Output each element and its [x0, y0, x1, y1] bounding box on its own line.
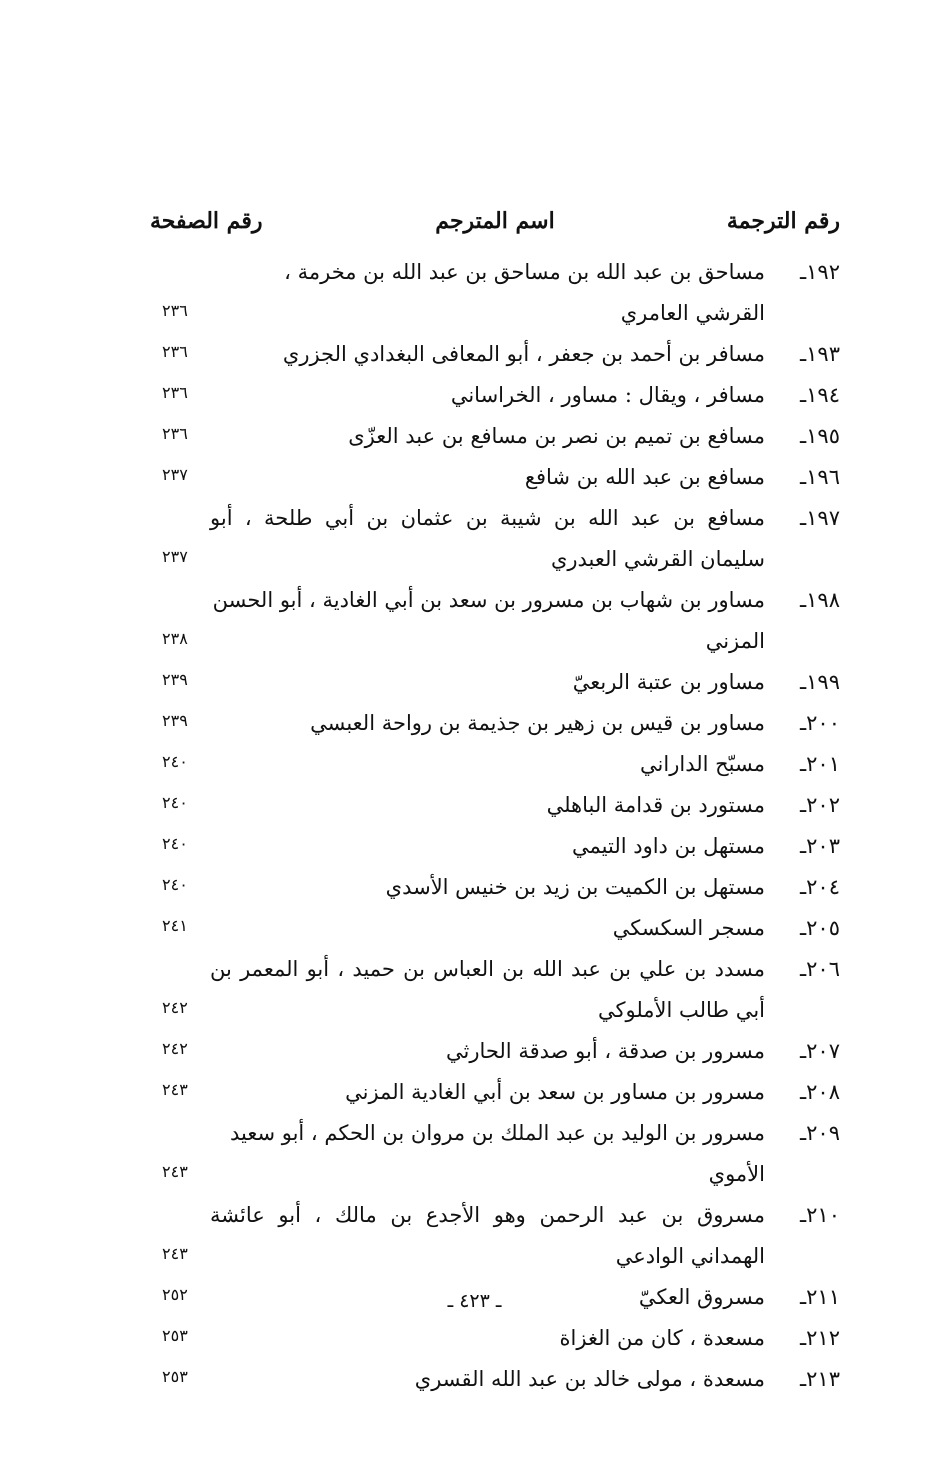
entry-number: ٢٠٨ـ — [800, 1080, 840, 1104]
entry-name: مسرور بن الوليد بن عبد الملك بن مروان بن الحكم ، أبو سعيد الأموي — [229, 1121, 765, 1186]
entry-page: ٢٣٦ — [162, 424, 188, 443]
index-entry — [150, 1072, 840, 1113]
entry-page: ٢٥٣ — [162, 1367, 188, 1386]
entry-name: مسافر بن أحمد بن جعفر ، أبو المعافى البغدادي الجزري — [282, 342, 765, 366]
entry-page: ٢٤٢ — [162, 1039, 188, 1058]
entry-number: ٢٠٥ـ — [800, 916, 840, 940]
entry-page: ٢٤٣ — [162, 1162, 188, 1181]
entry-number: ١٩٨ـ — [800, 588, 840, 612]
index-entry — [150, 826, 840, 867]
entry-number: ١٩٣ـ — [800, 342, 840, 366]
entry-name: مسعدة ، كان من الغزاة — [559, 1326, 765, 1350]
entry-number: ١٩٦ـ — [800, 465, 840, 489]
entry-name: مسعدة ، مولى خالد بن عبد الله القسري — [414, 1367, 765, 1391]
entry-page: ٢٣٦ — [162, 342, 188, 361]
index-entry — [150, 1031, 840, 1072]
entry-page: ٢٣٧ — [162, 465, 188, 484]
entry-page: ٢٤١ — [162, 916, 188, 935]
index-entry — [150, 1195, 840, 1277]
index-entry — [150, 457, 840, 498]
entry-page: ٢٣٦ — [162, 301, 188, 320]
entry-name: مسروق بن عبد الرحمن وهو الأجدع بن مالك ، أبو عائشة الهمداني الوادعي — [210, 1203, 765, 1268]
index-entry — [150, 375, 840, 416]
entry-number: ٢٠٦ـ — [800, 957, 840, 981]
entry-number: ٢٠٣ـ — [800, 834, 840, 858]
index-entry — [150, 1113, 840, 1195]
entry-name: مساور بن قيس بن زهير بن جذيمة بن رواحة العبسي — [310, 711, 765, 735]
entry-list — [150, 252, 840, 1400]
entry-name: مسافر ، ويقال : مساور ، الخراساني — [450, 383, 765, 407]
entry-page: ٢٤٠ — [162, 834, 188, 853]
entry-name: مسافع بن عبد الله بن شافع — [524, 465, 765, 489]
entry-page: ٢٤٠ — [162, 793, 188, 812]
entry-number: ٢١٠ـ — [800, 1203, 840, 1227]
index-entry — [150, 498, 840, 580]
entry-page: ٢٤٠ — [162, 875, 188, 894]
page-number: ـ ٤٢٣ ـ — [447, 1290, 502, 1312]
entry-name: مساور بن شهاب بن مسرور بن سعد بن أبي الغادية ، أبو الحسن المزني — [212, 588, 765, 653]
entry-page: ٢٤٣ — [162, 1080, 188, 1099]
entry-name: مسبّح الداراني — [640, 752, 765, 776]
column-headers — [150, 208, 840, 248]
entry-number: ٢٠٢ـ — [800, 793, 840, 817]
entry-page: ٢٤٠ — [162, 752, 188, 771]
index-entry — [150, 908, 840, 949]
name-header: اسم المترجم — [435, 208, 555, 234]
index-entry — [150, 949, 840, 1031]
entry-name: مساحق بن عبد الله بن مساحق بن عبد الله بن مخرمة ، القرشي العامري — [284, 260, 765, 325]
index-entry — [150, 785, 840, 826]
entry-page: ٢٣٩ — [162, 670, 188, 689]
entry-name: مسافع بن عبد الله بن شيبة بن عثمان بن أبي طلحة ، أبو سليمان القرشي العبدري — [210, 506, 765, 571]
entry-number: ٢٠٧ـ — [800, 1039, 840, 1063]
entry-number: ٢٠٩ـ — [800, 1121, 840, 1145]
entry-page: ٢٤٢ — [162, 998, 188, 1017]
entry-name: مستورد بن قدامة الباهلي — [546, 793, 765, 817]
index-entry — [150, 744, 840, 785]
index-entry — [150, 662, 840, 703]
entry-page: ٢٤٣ — [162, 1244, 188, 1263]
entry-name: مسرور بن صدقة ، أبو صدقة الحارثي — [445, 1039, 765, 1063]
entry-name: مسدد بن علي بن عبد الله بن العباس بن حميد ، أبو المعمر بن أبي طالب الأملوكي — [210, 957, 765, 1022]
entry-number: ١٩٩ـ — [800, 670, 840, 694]
page-number-header: رقم الصفحة — [150, 208, 263, 234]
entry-number: ٢١١ـ — [800, 1285, 840, 1309]
entry-page: ٢٣٨ — [162, 629, 188, 648]
entry-number: ١٩٧ـ — [800, 506, 840, 530]
entry-name: مسافع بن تميم بن نصر بن مسافع بن عبد العزّى — [348, 424, 765, 448]
entry-number: ٢١٣ـ — [800, 1367, 840, 1391]
entry-name: مسروق العكيّ — [638, 1285, 765, 1309]
index-entry — [150, 416, 840, 457]
entry-name: مستهل بن الكميت بن زيد بن خنيس الأسدي — [385, 875, 765, 899]
entry-page: ٢٥٢ — [162, 1285, 188, 1304]
index-entry — [150, 334, 840, 375]
entry-number-header: رقم الترجمة — [726, 208, 840, 234]
entry-page: ٢٣٩ — [162, 711, 188, 730]
entry-number: ١٩٤ـ — [800, 383, 840, 407]
index-entry — [150, 1359, 840, 1400]
entry-number: ٢٠٠ـ — [800, 711, 840, 735]
entry-name: مساور بن عتبة الربعيّ — [572, 670, 765, 694]
entry-number: ٢٠٤ـ — [800, 875, 840, 899]
index-entry — [150, 252, 840, 334]
entry-name: مستهل بن داود التيمي — [572, 834, 765, 858]
entry-name: مسجر السكسكي — [612, 916, 765, 940]
entry-page: ٢٥٣ — [162, 1326, 188, 1345]
entry-number: ٢٠١ـ — [800, 752, 840, 776]
index-entry — [150, 1318, 840, 1359]
entry-page: ٢٣٦ — [162, 383, 188, 402]
entry-page: ٢٣٧ — [162, 547, 188, 566]
index-entry — [150, 703, 840, 744]
entry-number: ١٩٢ـ — [800, 260, 840, 284]
entry-name: مسرور بن مساور بن سعد بن أبي الغادية المزني — [345, 1080, 765, 1104]
index-entry — [150, 580, 840, 662]
entry-number: ١٩٥ـ — [800, 424, 840, 448]
index-entry — [150, 867, 840, 908]
entry-number: ٢١٢ـ — [800, 1326, 840, 1350]
